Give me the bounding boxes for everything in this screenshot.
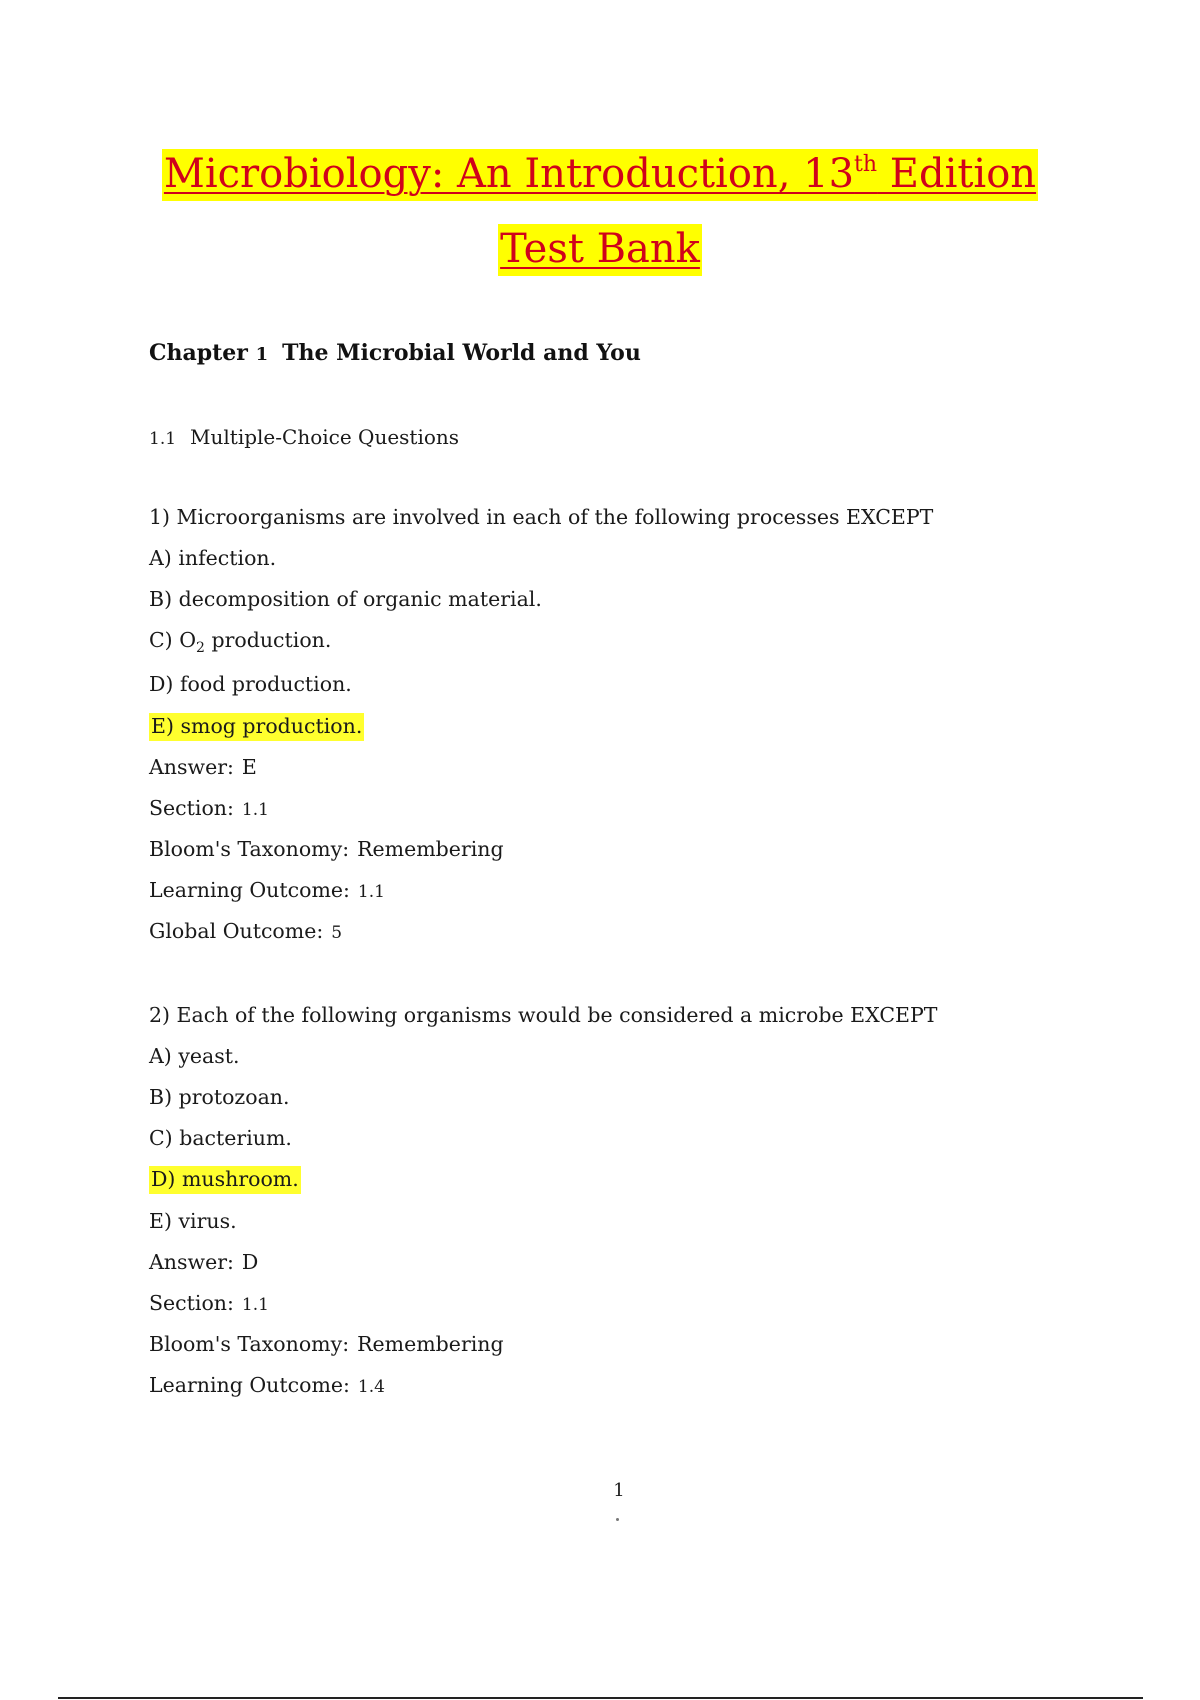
chapter-number: 1 — [255, 344, 269, 365]
learning-outcome-value: 1.1 — [357, 882, 385, 902]
learning-outcome-label: Learning Outcome: — [149, 1373, 350, 1397]
section-label: Section: — [149, 1291, 234, 1315]
option-c-text-end: production. — [204, 628, 332, 652]
question-2-section — [149, 1291, 269, 1315]
blooms-value: Remembering — [357, 837, 504, 861]
question-1-stem: 1) Microorganisms are involved in each of the following processes EXCEPT — [149, 505, 934, 529]
global-outcome-value: 5 — [331, 923, 343, 943]
title-main-text: Microbiology: An Introduction, 13 — [163, 151, 855, 197]
question-2-answer — [149, 1250, 258, 1274]
answer-value: E — [241, 755, 257, 779]
blooms-label: Bloom's Taxonomy: — [149, 1332, 350, 1356]
section-number: 1.1 — [149, 429, 177, 449]
chapter-heading — [149, 340, 641, 366]
section-value: 1.1 — [241, 1295, 269, 1315]
subtitle-text: Test Bank — [498, 224, 702, 276]
blooms-value: Remembering — [357, 1332, 504, 1356]
option-c-subscript: 2 — [196, 640, 205, 656]
answer-label: Answer: — [149, 1250, 234, 1274]
chapter-name: The Microbial World and You — [282, 340, 641, 366]
title-highlight — [162, 149, 1038, 201]
answer-value: D — [241, 1250, 259, 1274]
question-1-section — [149, 796, 269, 820]
question-1-option-e — [149, 714, 364, 738]
section-name: Multiple-Choice Questions — [190, 425, 460, 449]
question-1-blooms — [149, 837, 504, 861]
question-1-learning-outcome — [149, 878, 385, 902]
correct-answer-highlight: D) mushroom. — [149, 1166, 301, 1194]
option-c-text: C) O — [149, 628, 197, 652]
document-subtitle — [0, 225, 1200, 273]
chapter-label: Chapter — [149, 340, 248, 366]
document-title — [0, 150, 1200, 198]
question-1-option-b: B) decomposition of organic material. — [149, 587, 542, 611]
question-2-stem: 2) Each of the following organisms would be considered a microbe EXCEPT — [149, 1003, 938, 1027]
global-outcome-label: Global Outcome: — [149, 919, 324, 943]
title-edition-text: Edition — [877, 151, 1037, 197]
question-1-global-outcome — [149, 919, 342, 943]
page-number: 1 — [613, 1480, 625, 1501]
question-1-answer — [149, 755, 257, 779]
footer-divider — [58, 1697, 1143, 1699]
question-2-learning-outcome — [149, 1373, 385, 1397]
question-2-option-e: E) virus. — [149, 1209, 237, 1233]
question-2-blooms — [149, 1332, 504, 1356]
section-label: Section: — [149, 796, 234, 820]
page-dot — [616, 1518, 619, 1521]
question-2-option-d — [149, 1167, 301, 1191]
learning-outcome-label: Learning Outcome: — [149, 878, 350, 902]
section-value: 1.1 — [241, 800, 269, 820]
learning-outcome-value: 1.4 — [357, 1377, 385, 1397]
question-2-option-a: A) yeast. — [149, 1044, 240, 1068]
question-1-option-a: A) infection. — [149, 546, 277, 570]
correct-answer-highlight: E) smog production. — [149, 713, 364, 741]
blooms-label: Bloom's Taxonomy: — [149, 837, 350, 861]
title-superscript: th — [854, 152, 878, 177]
question-2-option-b: B) protozoan. — [149, 1085, 290, 1109]
answer-label: Answer: — [149, 755, 234, 779]
question-1-option-d: D) food production. — [149, 672, 352, 696]
question-1-option-c — [149, 628, 332, 656]
section-heading — [149, 425, 459, 449]
question-2-option-c: C) bacterium. — [149, 1126, 292, 1150]
